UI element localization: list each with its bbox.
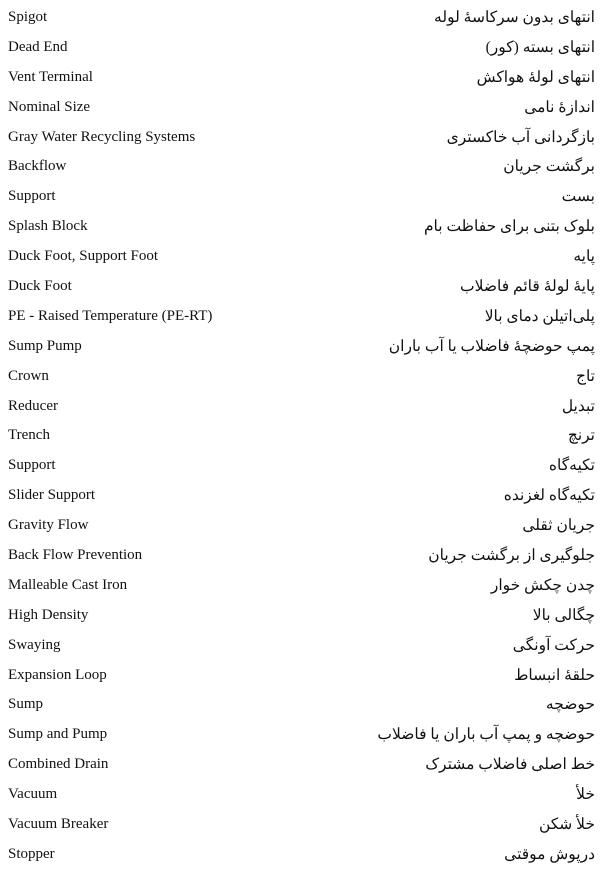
persian-term: بلوک بتنی برای حفاظت بام — [423, 218, 595, 236]
persian-term: حوضچه — [545, 696, 595, 714]
glossary-row — [0, 511, 607, 541]
persian-term: خلأ — [576, 786, 595, 804]
glossary-row — [0, 810, 607, 840]
glossary-row — [0, 392, 607, 422]
glossary-row — [0, 362, 607, 392]
glossary-row — [0, 123, 607, 153]
glossary-row — [0, 242, 607, 272]
glossary-row — [0, 690, 607, 720]
glossary-row — [0, 3, 607, 33]
english-term: Vacuum — [8, 786, 58, 803]
glossary-row — [0, 302, 607, 332]
persian-term: پمپ حوضچهٔ فاضلاب یا آب باران — [388, 337, 595, 355]
glossary-row — [0, 720, 607, 750]
persian-term: جلوگیری از برگشت جریان — [428, 547, 595, 565]
english-term: Dead End — [8, 38, 68, 55]
glossary-row — [0, 63, 607, 93]
english-term: Crown — [8, 367, 49, 384]
persian-term: انتهای لولهٔ هواکش — [476, 68, 595, 86]
persian-term: خلأ شکن — [538, 816, 595, 834]
glossary-row — [0, 631, 607, 661]
glossary-row — [0, 481, 607, 511]
english-term: Back Flow Prevention — [8, 547, 143, 564]
glossary-list — [0, 3, 607, 870]
english-term: Support — [8, 188, 56, 205]
glossary-row — [0, 840, 607, 870]
english-term: Splash Block — [8, 218, 88, 235]
english-term: Trench — [8, 427, 50, 444]
persian-term: چدن چکش خوار — [490, 576, 595, 594]
english-term: Sump and Pump — [8, 726, 108, 743]
glossary-row — [0, 541, 607, 571]
persian-term: بازگردانی آب خاکستری — [446, 128, 595, 146]
english-term: Combined Drain — [8, 756, 109, 773]
persian-term: حوضچه و پمپ آب باران یا فاضلاب — [377, 726, 595, 744]
persian-term: حلقهٔ انبساط — [514, 666, 595, 684]
persian-term: انتهای بسته (کور) — [485, 38, 595, 56]
glossary-row — [0, 750, 607, 780]
glossary-row — [0, 332, 607, 362]
glossary-row — [0, 780, 607, 810]
persian-term: ترنچ — [567, 427, 595, 445]
glossary-row — [0, 571, 607, 601]
english-term: Duck Foot — [8, 278, 72, 295]
glossary-row — [0, 152, 607, 182]
persian-term: درپوش موقتی — [504, 845, 595, 863]
persian-term: چگالی بالا — [532, 606, 595, 624]
english-term: Nominal Size — [8, 98, 91, 115]
glossary-row — [0, 33, 607, 63]
english-term: Vacuum Breaker — [8, 816, 109, 833]
english-term: Gravity Flow — [8, 517, 89, 534]
persian-term: تکیه‌گاه لغزنده — [503, 487, 595, 505]
english-term: High Density — [8, 606, 89, 623]
english-term: Expansion Loop — [8, 666, 107, 683]
english-term: Malleable Cast Iron — [8, 576, 128, 593]
persian-term: تاج — [575, 367, 595, 385]
glossary-row — [0, 272, 607, 302]
english-term: Duck Foot, Support Foot — [8, 248, 159, 265]
english-term: Slider Support — [8, 487, 96, 504]
persian-term: بست — [561, 188, 595, 206]
english-term: Support — [8, 457, 56, 474]
english-term: Sump — [8, 696, 44, 713]
english-term: PE - Raised Temperature (PE-RT) — [8, 307, 213, 324]
persian-term: تکیه‌گاه — [548, 457, 595, 475]
persian-term: تبدیل — [561, 397, 595, 415]
glossary-row — [0, 182, 607, 212]
english-term: Stopper — [8, 845, 55, 862]
english-term: Swaying — [8, 636, 61, 653]
glossary-row — [0, 451, 607, 481]
persian-term: جریان ثقلی — [522, 517, 595, 535]
glossary-row — [0, 93, 607, 123]
glossary-row — [0, 212, 607, 242]
persian-term: حرکت آونگی — [512, 636, 595, 654]
persian-term: برگشت جریان — [503, 158, 595, 176]
english-term: Backflow — [8, 158, 67, 175]
english-term: Vent Terminal — [8, 68, 93, 85]
english-term: Spigot — [8, 9, 48, 25]
persian-term: پایه — [573, 248, 595, 266]
english-term: Reducer — [8, 397, 58, 414]
persian-term: اندازهٔ نامی — [524, 98, 595, 116]
english-term: Sump Pump — [8, 337, 82, 354]
persian-term: انتهای بدون سرکاسهٔ لوله — [434, 9, 595, 26]
glossary-row — [0, 601, 607, 631]
persian-term: پایهٔ لولهٔ قائم فاضلاب — [460, 278, 595, 296]
glossary-row — [0, 661, 607, 691]
glossary-row — [0, 421, 607, 451]
persian-term: پلی‌اتیلن دمای بالا — [484, 307, 595, 325]
persian-term: خط اصلی فاضلاب مشترک — [425, 756, 595, 774]
english-term: Gray Water Recycling Systems — [8, 128, 196, 145]
